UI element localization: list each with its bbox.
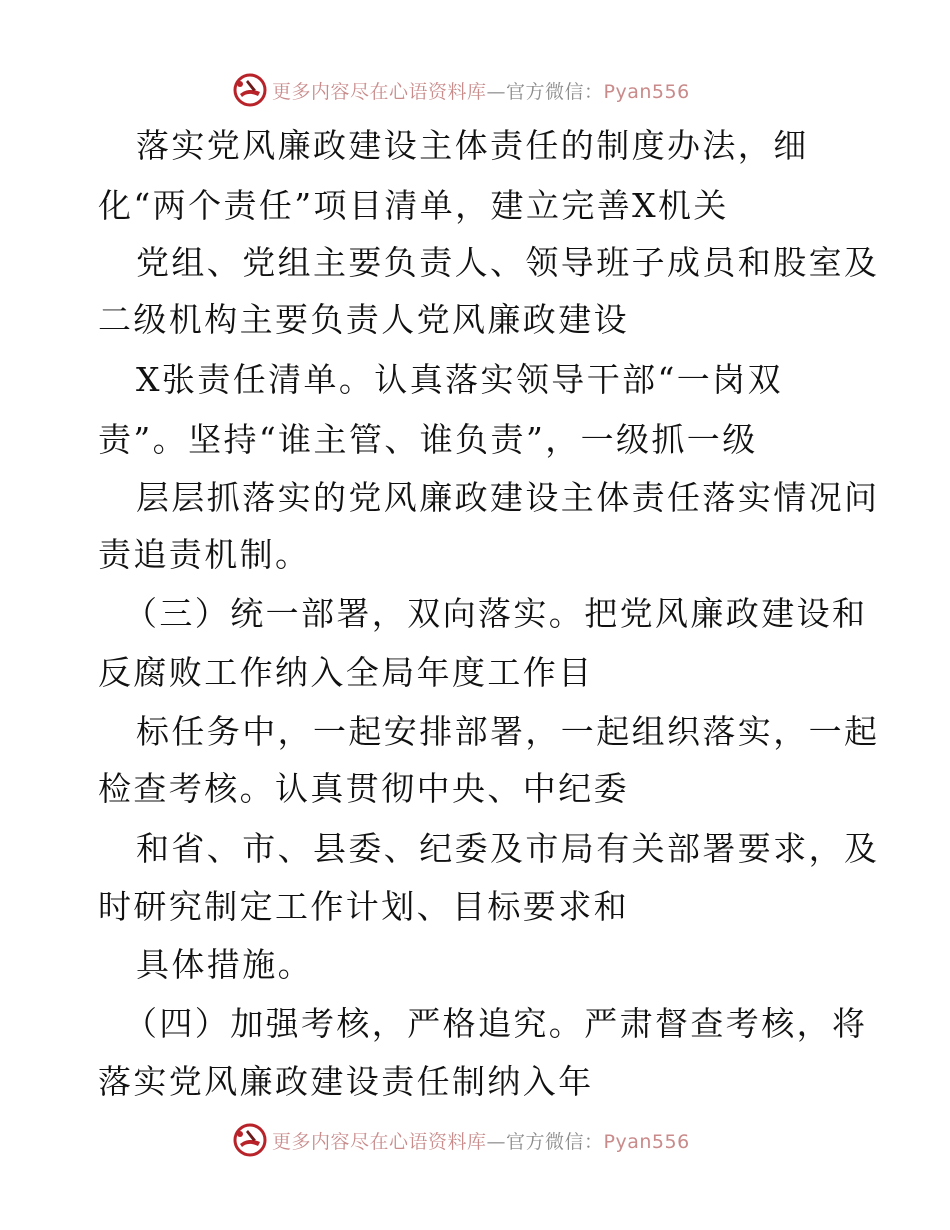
body-line: 和省、市、县委、纪委及市局有关部署要求，及: [136, 829, 880, 868]
footer-site-text: 更多内容尽在心语资料库: [272, 1130, 487, 1153]
body-line: 反腐败工作纳入全局年度工作目: [98, 653, 594, 692]
footer-separator: —: [486, 1130, 507, 1153]
body-line: 层层抓落实的党风廉政建设主体责任落实情况问: [136, 478, 880, 517]
body-line: （三）统一部署，双向落实。把党风廉政建设和: [124, 594, 868, 633]
body-line: 落实党风廉政建设主体责任的制度办法，细: [136, 126, 809, 165]
body-line: 具体措施。: [136, 945, 313, 984]
body-line: 检查考核。认真贯彻中央、中纪委: [98, 769, 629, 808]
body-line: 二级机构主要负责人党风廉政建设: [98, 300, 629, 339]
body-line: 责”。坚持“谁主管、谁负责”，一级抓一级: [98, 420, 758, 459]
body-line: X张责任清单。认真落实领导干部“一岗双: [136, 360, 783, 399]
footer-banner: [232, 1122, 722, 1158]
header-wechat-label: 官方微信：: [506, 80, 604, 103]
body-line: （四）加强考核，严格追究。严肃督查考核，将: [124, 1004, 868, 1043]
body-line: 落实党风廉政建设责任制纳入年: [98, 1062, 594, 1101]
body-line: 责追责机制。: [98, 535, 311, 574]
body-line: 党组、党组主要负责人、领导班子成员和股室及: [136, 243, 880, 282]
footer-wechat-id: Pyan556: [603, 1130, 690, 1153]
footer-wechat-label: 官方微信：: [506, 1130, 604, 1153]
header-site-text: 更多内容尽在心语资料库: [272, 80, 487, 103]
body-line: 时研究制定工作计划、目标要求和: [98, 887, 629, 926]
footer-text: [272, 1127, 690, 1154]
header-wechat-id: Pyan556: [603, 80, 690, 103]
body-line: 化“两个责任”项目清单，建立完善X机关: [98, 186, 729, 225]
body-line: 标任务中，一起安排部署，一起组织落实，一起: [136, 712, 880, 751]
header-separator: —: [486, 80, 507, 103]
book-quill-icon: [232, 1122, 268, 1158]
